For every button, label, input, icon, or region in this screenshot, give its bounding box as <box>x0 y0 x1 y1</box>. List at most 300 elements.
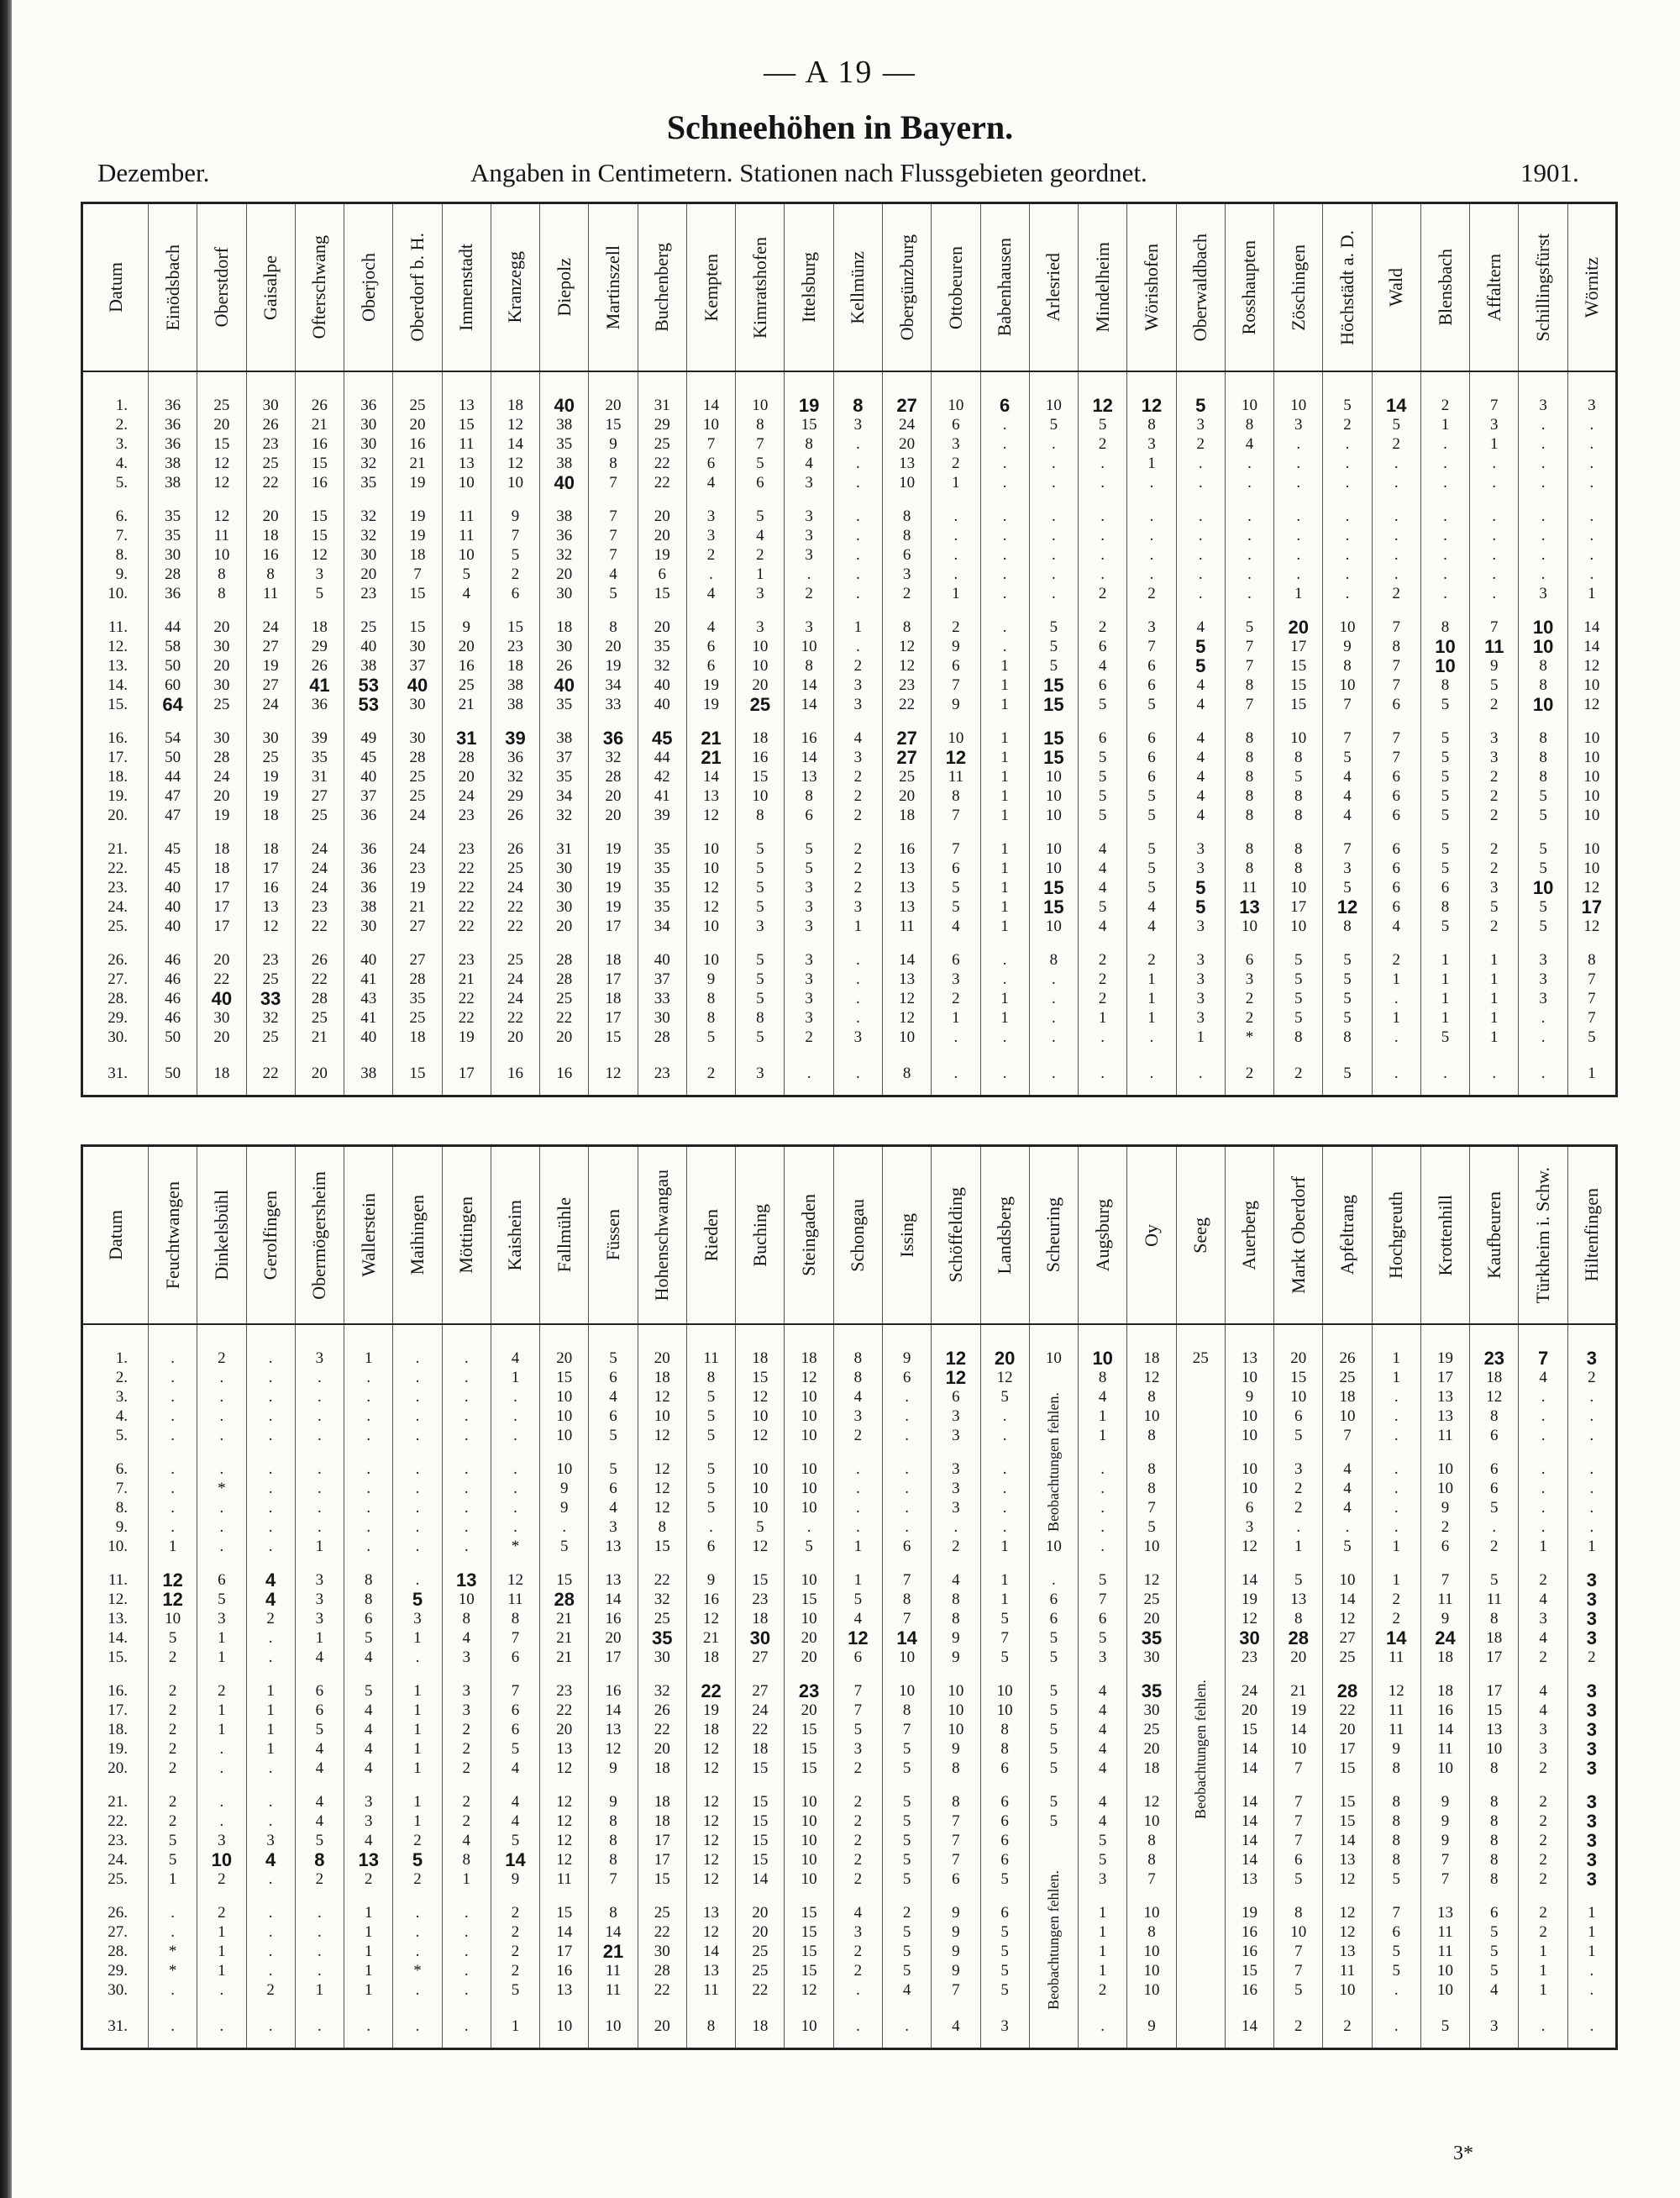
value-cell: . <box>344 1479 393 1498</box>
value-cell: 18 <box>589 989 638 1008</box>
value-cell: 40 <box>638 676 686 695</box>
value-cell: 12 <box>1567 878 1616 897</box>
value-cell: 4 <box>442 584 491 603</box>
value-cell: . <box>491 1407 539 1426</box>
value-cell: 5 <box>882 1961 931 1980</box>
value-cell: 20 <box>638 1739 686 1759</box>
value-cell: 3 <box>344 1778 393 1812</box>
value-cell: 15 <box>1470 1701 1519 1720</box>
value-cell: 36 <box>149 434 197 454</box>
station-name: Gaisalpe <box>260 255 281 320</box>
value-cell: 22 <box>246 1047 295 1096</box>
value-cell: 2 <box>442 1759 491 1778</box>
value-cell: 7 <box>1420 1850 1469 1869</box>
value-cell: 5 <box>1372 415 1420 434</box>
value-cell: . <box>442 1445 491 1479</box>
value-cell: 36 <box>540 526 589 545</box>
value-cell: 6 <box>932 1387 980 1407</box>
value-cell: 3 <box>932 1498 980 1517</box>
value-cell: 3 <box>295 1590 344 1609</box>
value-cell: 30 <box>638 1648 686 1667</box>
value-cell: 8 <box>197 584 246 603</box>
value-cell: 19 <box>393 473 442 492</box>
value-cell: 3 <box>882 565 931 584</box>
value-cell: 22 <box>246 473 295 492</box>
value-cell: 2 <box>1519 1869 1567 1889</box>
value-cell: 38 <box>344 656 393 676</box>
value-cell: 26 <box>1323 1324 1372 1368</box>
value-cell: 35 <box>540 767 589 786</box>
value-cell: 5 <box>589 1426 638 1445</box>
value-cell: 1 <box>980 1590 1029 1609</box>
date-cell: 31. <box>82 2000 149 2049</box>
date-cell: 6. <box>82 492 149 526</box>
station-name: Feuchtwangen <box>161 1181 183 1290</box>
value-cell: 8 <box>833 371 882 415</box>
station-header-möttingen <box>442 1146 491 1325</box>
value-cell: 8 <box>1274 1609 1323 1628</box>
value-cell: 8 <box>785 786 833 806</box>
value-cell: 3 <box>1567 1667 1616 1701</box>
value-cell: 16 <box>1225 1942 1273 1961</box>
value-cell: 26 <box>491 806 539 825</box>
station-header-mindelheim <box>1079 203 1127 372</box>
station-name: Krottenhill <box>1434 1194 1456 1276</box>
value-cell: 9 <box>1127 2000 1176 2049</box>
value-cell: 2 <box>1079 1980 1127 2000</box>
value-cell: 1 <box>1420 970 1469 989</box>
value-cell: 19 <box>785 371 833 415</box>
value-cell: 5 <box>1029 1720 1078 1739</box>
value-cell: 29 <box>295 637 344 656</box>
value-cell: 1 <box>1470 970 1519 989</box>
value-cell: . <box>393 1980 442 2000</box>
value-cell: 17 <box>1323 1739 1372 1759</box>
date-cell: 4. <box>82 1407 149 1426</box>
value-cell: 1 <box>980 748 1029 767</box>
value-cell: 15 <box>638 1869 686 1889</box>
value-cell: 10 <box>785 1479 833 1498</box>
value-cell: 10 <box>1274 1387 1323 1407</box>
value-cell: 18 <box>785 1324 833 1368</box>
value-cell: 5 <box>1420 1028 1469 1047</box>
value-cell: . <box>1225 492 1273 526</box>
value-cell: 11 <box>1372 1720 1420 1739</box>
value-cell: 4 <box>932 1556 980 1590</box>
value-cell: 3 <box>1519 970 1567 989</box>
table-row <box>82 1720 1617 1739</box>
value-cell: 7 <box>589 473 638 492</box>
value-cell: 18 <box>246 806 295 825</box>
value-cell: 6 <box>1470 1889 1519 1922</box>
value-cell: 10 <box>1323 1980 1372 2000</box>
value-cell: 2 <box>442 1720 491 1739</box>
value-cell: . <box>442 1324 491 1368</box>
table-row <box>82 786 1617 806</box>
page-number: — A 19 — <box>764 55 916 90</box>
value-cell: . <box>1176 1047 1225 1096</box>
value-cell: 40 <box>149 878 197 897</box>
value-cell: 3 <box>785 603 833 637</box>
value-cell: . <box>1567 2000 1616 2049</box>
value-cell: . <box>1323 545 1372 565</box>
value-cell: 17 <box>540 1942 589 1961</box>
value-cell: . <box>1420 1047 1469 1096</box>
value-cell: 5 <box>1372 1869 1420 1889</box>
value-cell: 7 <box>1567 1008 1616 1028</box>
value-cell: 4 <box>1519 1590 1567 1609</box>
table-row <box>82 1008 1617 1028</box>
value-cell: 10 <box>1567 859 1616 878</box>
value-cell: 21 <box>686 1628 735 1648</box>
station-name: Füssen <box>602 1209 624 1261</box>
value-cell: 19 <box>442 1028 491 1047</box>
value-cell: . <box>1567 526 1616 545</box>
station-name: Kranzegg <box>504 251 526 323</box>
station-name: Babenhausen <box>994 238 1016 337</box>
value-cell: 15 <box>540 1889 589 1922</box>
value-cell: 25 <box>638 434 686 454</box>
value-cell: 2 <box>1567 1648 1616 1667</box>
value-cell: 4 <box>491 1324 539 1368</box>
value-cell: 3 <box>1323 859 1372 878</box>
table-row <box>82 1812 1617 1831</box>
date-cell: 18. <box>82 767 149 786</box>
value-cell: . <box>1274 526 1323 545</box>
value-cell: 40 <box>344 637 393 656</box>
date-cell: 24. <box>82 897 149 917</box>
value-cell: 25 <box>393 786 442 806</box>
value-cell: 5 <box>1079 748 1127 767</box>
value-cell: 12 <box>1127 1556 1176 1590</box>
value-cell: 2 <box>1519 1922 1567 1942</box>
value-cell: 1 <box>1176 1028 1225 1047</box>
value-cell: 14 <box>1274 1720 1323 1739</box>
value-cell: 1 <box>1372 1324 1420 1368</box>
value-cell: 6 <box>882 1368 931 1387</box>
value-cell: 4 <box>491 1778 539 1812</box>
value-cell: 27 <box>882 714 931 748</box>
value-cell: 20 <box>638 526 686 545</box>
table-row <box>82 1889 1617 1922</box>
value-cell: 3 <box>980 2000 1029 2049</box>
value-cell: . <box>833 2000 882 2049</box>
value-cell: 3 <box>1470 748 1519 767</box>
value-cell: 36 <box>149 371 197 415</box>
value-cell: 3 <box>785 545 833 565</box>
value-cell: 5 <box>686 1498 735 1517</box>
value-cell: 2 <box>1519 1831 1567 1850</box>
value-cell: 8 <box>785 656 833 676</box>
value-cell: 25 <box>295 806 344 825</box>
value-cell: 30 <box>197 637 246 656</box>
date-cell: 29. <box>82 1961 149 1980</box>
value-cell: 30 <box>197 714 246 748</box>
value-cell: 6 <box>785 806 833 825</box>
value-cell: 20 <box>736 676 785 695</box>
table-row <box>82 415 1617 434</box>
value-cell: 2 <box>197 1869 246 1889</box>
value-cell: 12 <box>1323 1922 1372 1942</box>
value-cell: . <box>1079 1028 1127 1047</box>
value-cell: . <box>1567 1961 1616 1980</box>
value-cell: 33 <box>638 989 686 1008</box>
value-cell: 27 <box>882 748 931 767</box>
value-cell: 2 <box>833 1942 882 1961</box>
value-cell: 5 <box>1029 1812 1078 1831</box>
value-cell: 23 <box>491 637 539 656</box>
value-cell: 25 <box>882 767 931 786</box>
value-cell: 2 <box>149 1778 197 1812</box>
value-cell: 1 <box>344 1324 393 1368</box>
value-cell: 2 <box>1127 584 1176 603</box>
value-cell: 20 <box>638 603 686 637</box>
value-cell: . <box>1323 434 1372 454</box>
value-cell: 27 <box>736 1648 785 1667</box>
value-cell: 12 <box>686 1609 735 1628</box>
value-cell: 22 <box>882 695 931 714</box>
value-cell: . <box>246 2000 295 2049</box>
value-cell: . <box>442 2000 491 2049</box>
table-row <box>82 1759 1617 1778</box>
value-cell: 10 <box>785 1831 833 1850</box>
value-cell: 33 <box>589 695 638 714</box>
value-cell: 15 <box>1323 1812 1372 1831</box>
value-cell: . <box>1567 454 1616 473</box>
value-cell: * <box>197 1479 246 1498</box>
date-cell: 15. <box>82 695 149 714</box>
value-cell: 5 <box>1420 825 1469 859</box>
date-cell: 6. <box>82 1445 149 1479</box>
value-cell: 21 <box>540 1609 589 1628</box>
table-row <box>82 989 1617 1008</box>
value-cell: . <box>149 1445 197 1479</box>
station-name: Schongau <box>847 1198 869 1272</box>
value-cell: 17 <box>197 878 246 897</box>
value-cell: 12 <box>882 1008 931 1028</box>
value-cell: . <box>833 584 882 603</box>
value-cell: 17 <box>1470 1648 1519 1667</box>
table-row <box>82 1498 1617 1517</box>
date-cell: 7. <box>82 526 149 545</box>
value-cell: 1 <box>1127 454 1176 473</box>
value-cell: 5 <box>1470 1556 1519 1590</box>
value-cell: 8 <box>1372 1831 1420 1850</box>
value-cell: 13 <box>1470 1720 1519 1739</box>
value-cell: 1 <box>1470 1008 1519 1028</box>
footer-mark: 3* <box>1453 2143 1473 2164</box>
station-header-apfeltrang <box>1323 1146 1372 1325</box>
value-cell: . <box>1519 1028 1567 1047</box>
value-cell: 23 <box>295 897 344 917</box>
value-cell: 6 <box>197 1556 246 1590</box>
value-cell: 26 <box>491 825 539 859</box>
value-cell: 12 <box>736 1387 785 1407</box>
value-cell: . <box>295 1368 344 1387</box>
value-cell: 23 <box>1225 1648 1273 1667</box>
date-header-label: Datum <box>104 262 126 313</box>
station-name: Schöffelding <box>944 1187 966 1283</box>
value-cell: 5 <box>736 454 785 473</box>
value-cell: 30 <box>540 878 589 897</box>
value-cell: 7 <box>1323 1426 1372 1445</box>
value-cell: . <box>1567 1980 1616 2000</box>
value-cell: 30 <box>638 1008 686 1028</box>
value-cell: 50 <box>149 1028 197 1047</box>
value-cell: . <box>246 1759 295 1778</box>
value-cell: 30 <box>540 584 589 603</box>
value-cell: 15 <box>1225 1720 1273 1739</box>
station-header-scheuring <box>1029 1146 1078 1325</box>
value-cell: . <box>295 1517 344 1537</box>
value-cell: 5 <box>1420 859 1469 878</box>
value-cell: 7 <box>932 1831 980 1850</box>
value-cell: 1 <box>1470 936 1519 970</box>
value-cell: 7 <box>1127 1498 1176 1517</box>
value-cell <box>1176 1537 1225 1556</box>
value-cell: 21 <box>295 415 344 434</box>
table-row <box>82 656 1617 676</box>
value-cell: 36 <box>149 584 197 603</box>
date-cell: 19. <box>82 1739 149 1759</box>
value-cell: 26 <box>246 415 295 434</box>
value-cell: 35 <box>344 473 393 492</box>
value-cell: 31 <box>442 714 491 748</box>
value-cell: 10 <box>736 1479 785 1498</box>
table-row <box>82 695 1617 714</box>
value-cell: 10 <box>1470 1739 1519 1759</box>
station-name: Schillingsfürst <box>1532 233 1554 342</box>
value-cell: 5 <box>1323 970 1372 989</box>
value-cell: 5 <box>442 565 491 584</box>
value-cell: . <box>882 1479 931 1498</box>
value-cell: 13 <box>589 1720 638 1739</box>
value-cell: 9 <box>1470 656 1519 676</box>
value-cell <box>1176 1445 1225 1479</box>
station-header-ottobeuren <box>932 203 980 372</box>
value-cell: 7 <box>1519 1324 1567 1368</box>
station-header-obergünzburg <box>882 203 931 372</box>
value-cell: 27 <box>1323 1628 1372 1648</box>
value-cell: 53 <box>344 695 393 714</box>
value-cell: 5 <box>1470 1942 1519 1961</box>
value-cell: 11 <box>1420 1426 1469 1445</box>
value-cell: 9 <box>1372 1739 1420 1759</box>
value-cell: 10 <box>785 1445 833 1479</box>
value-cell: 8 <box>1323 656 1372 676</box>
value-cell: 6 <box>686 1537 735 1556</box>
value-cell: 27 <box>736 1667 785 1701</box>
value-cell: 2 <box>149 1812 197 1831</box>
value-cell: 3 <box>1567 1869 1616 1889</box>
value-cell: 2 <box>833 878 882 897</box>
value-cell: 8 <box>1323 1028 1372 1047</box>
value-cell: 9 <box>932 1961 980 1980</box>
date-cell: 23. <box>82 1831 149 1850</box>
value-cell: 5 <box>197 1590 246 1609</box>
value-cell: 5 <box>1127 878 1176 897</box>
table-row <box>82 859 1617 878</box>
value-cell: 19 <box>638 545 686 565</box>
value-cell: 8 <box>246 565 295 584</box>
date-cell: 27. <box>82 1922 149 1942</box>
value-cell: 5 <box>980 1387 1029 1407</box>
table-row <box>82 1961 1617 1980</box>
value-cell: . <box>197 2000 246 2049</box>
value-cell: 21 <box>686 714 735 748</box>
value-cell: 12 <box>785 1368 833 1387</box>
station-header-steingaden <box>785 1146 833 1325</box>
value-cell: 6 <box>1372 878 1420 897</box>
value-cell: 35 <box>638 859 686 878</box>
value-cell: . <box>1470 454 1519 473</box>
value-cell: 10 <box>686 859 735 878</box>
value-cell: . <box>197 1407 246 1426</box>
value-cell: 5 <box>1127 806 1176 825</box>
value-cell: . <box>197 1759 246 1778</box>
value-cell: 10 <box>442 545 491 565</box>
value-cell: . <box>149 1517 197 1537</box>
value-cell: 2 <box>197 1667 246 1701</box>
value-cell: 6 <box>1127 676 1176 695</box>
value-cell: 2 <box>1470 1537 1519 1556</box>
value-cell: . <box>1372 1407 1420 1426</box>
value-cell: 28 <box>442 748 491 767</box>
value-cell: 8 <box>1127 1850 1176 1869</box>
date-cell: 12. <box>82 1590 149 1609</box>
value-cell: 12 <box>246 917 295 936</box>
value-cell: 10 <box>882 1028 931 1047</box>
station-name: Obergünzburg <box>895 234 917 341</box>
value-cell: 16 <box>882 825 931 859</box>
value-cell: 7 <box>1225 656 1273 676</box>
value-cell: 8 <box>932 786 980 806</box>
value-cell: . <box>442 1537 491 1556</box>
value-cell: 2 <box>785 1028 833 1047</box>
value-cell: 13 <box>882 454 931 473</box>
value-cell: 5 <box>1323 748 1372 767</box>
value-cell: . <box>197 1498 246 1517</box>
value-cell: . <box>1519 1498 1567 1517</box>
value-cell: 9 <box>932 1739 980 1759</box>
value-cell: 15 <box>1225 1961 1273 1980</box>
value-cell: 8 <box>1127 1426 1176 1445</box>
value-cell: 11 <box>1372 1648 1420 1667</box>
value-cell: 10 <box>736 656 785 676</box>
value-cell: 10 <box>1127 1537 1176 1556</box>
value-cell: 3 <box>785 917 833 936</box>
value-cell: 10 <box>540 1407 589 1426</box>
value-cell: 7 <box>882 1720 931 1739</box>
value-cell: . <box>980 434 1029 454</box>
value-cell: . <box>295 1498 344 1517</box>
value-cell: . <box>1372 565 1420 584</box>
value-cell: 41 <box>638 786 686 806</box>
value-cell: * <box>393 1961 442 1980</box>
value-cell: 5 <box>149 1850 197 1869</box>
value-cell <box>1029 1368 1078 1387</box>
value-cell: 38 <box>149 473 197 492</box>
value-cell: 2 <box>1519 1778 1567 1812</box>
value-cell: 3 <box>736 917 785 936</box>
value-cell: 3 <box>295 1324 344 1368</box>
value-cell: 10 <box>1127 1961 1176 1980</box>
value-cell: 16 <box>540 1047 589 1096</box>
value-cell: . <box>393 1942 442 1961</box>
value-cell: 12 <box>736 1537 785 1556</box>
value-cell: 7 <box>932 1850 980 1869</box>
snow-depth-table-lower <box>81 1144 1618 2050</box>
